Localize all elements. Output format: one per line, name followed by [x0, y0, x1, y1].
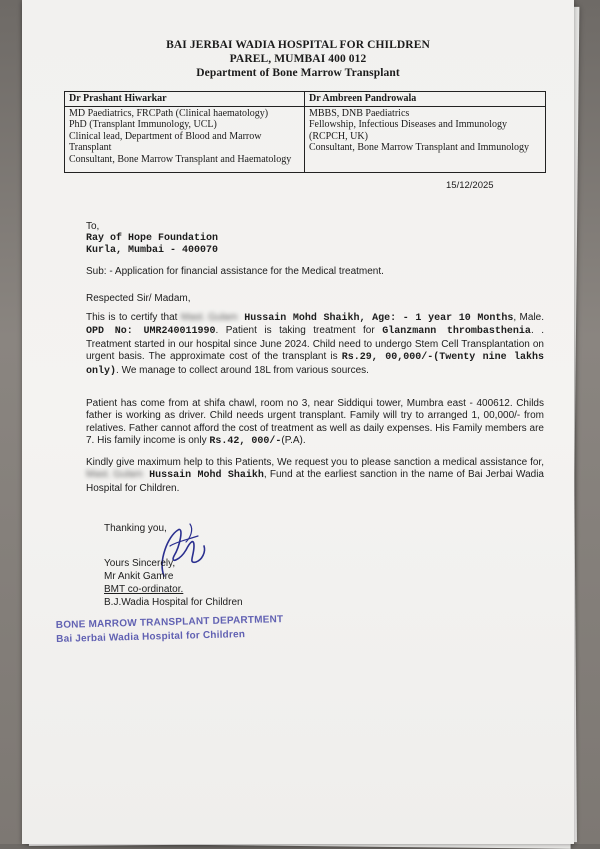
text: , Male.	[513, 312, 545, 323]
text: Patient has come from at shifa chawl, room no 3, near Siddiqui tower, Mumbra east - 400612. Childs father is working as driver. Child needs urgent transplant. Family will try to arranged 1, 00,000/- from relatives. Father cannot afford the cost of treatment as well as daily expenses. His Family members are 7. His family income is only	[86, 398, 544, 447]
recipient-address: Kurla, Mumbai - 400070	[86, 245, 219, 256]
closing-block	[104, 557, 243, 609]
paragraph-certification	[86, 312, 544, 378]
recipient-block	[86, 221, 218, 257]
closing-role: BMT co-ordinator.	[104, 584, 184, 595]
recipient-org: Ray of Hope Foundation	[86, 233, 219, 244]
recipient-to: To,	[86, 221, 100, 232]
redacted-name: Mast. Gulam	[86, 469, 143, 481]
doctor-right	[305, 92, 545, 172]
text: . . Treatment started in our hospital since June 2024. Child need to undergo Stem Cell Transplantation on urgent basis. The approximate cost of the transplant is	[86, 325, 544, 363]
doctor-right-name: Dr Ambreen Pandrowala	[305, 93, 545, 107]
doctors-table	[64, 91, 546, 173]
stamp-line2: Bai Jerbai Wadia Hospital for Children	[56, 629, 246, 645]
doctor-left	[65, 92, 305, 172]
text: , Fund at the earliest sanction in the name of Bai Jerbai Wadia Hospital for Children.	[86, 469, 544, 494]
opd-number: OPD No: UMR240011990	[86, 326, 216, 338]
doctor-right-line: MBBS, DNB Paediatrics	[309, 107, 410, 119]
doctor-left-name: Dr Prashant Hiwarkar	[65, 93, 304, 107]
doctor-left-line: PhD (Transplant Immunology, UCL)	[69, 119, 217, 131]
doctor-right-line: Consultant, Bone Marrow Transplant and Immunology	[309, 142, 529, 154]
salutation: Respected Sir/ Madam,	[86, 293, 191, 304]
family-income: Rs.42, 000/-	[209, 436, 282, 448]
text: (P.A).	[281, 435, 306, 447]
paragraph-family	[86, 398, 544, 449]
thanks-line: Thanking you,	[104, 523, 167, 534]
department-stamp	[56, 613, 284, 647]
hospital-name: BAI JERBAI WADIA HOSPITAL FOR CHILDREN	[166, 39, 430, 51]
text: This is to certify that	[86, 312, 181, 323]
closing-name: Mr Ankit Gamre	[104, 571, 174, 582]
department-name: Department of Bone Marrow Transplant	[196, 67, 400, 79]
patient-name: Hussain Mohd Shaikh	[142, 470, 264, 482]
transplant-cost: Rs.29, 00,000/-(Twenty nine lakhs only)	[86, 352, 544, 377]
doctor-right-line: Fellowship, Infectious Diseases and Immunology (RCPCH, UK)	[309, 119, 508, 142]
closing-yours: Yours Sincerely,	[104, 558, 176, 569]
doctor-left-line: MD Paediatrics, FRCPath (Clinical haematology)	[69, 107, 269, 119]
doctor-left-line: Clinical lead, Department of Blood and Marrow Transplant	[69, 130, 262, 154]
diagnosis: Glanzmann thrombasthenia	[382, 326, 531, 338]
closing-org: B.J.Wadia Hospital for Children	[104, 597, 243, 608]
subject-line: Sub: - Application for financial assistance for the Medical treatment.	[86, 266, 384, 277]
letterhead	[22, 38, 574, 80]
text: Kindly give maximum help to this Patients, We request you to please sanction a medical assistance for,	[86, 457, 544, 468]
letter-page	[22, 0, 574, 844]
doctor-left-line: Consultant, Bone Marrow Transplant and Haematology	[69, 153, 292, 165]
hospital-address: PAREL, MUMBAI 400 012	[229, 53, 367, 65]
paragraph-request	[86, 457, 544, 495]
text: . Patient is taking treatment for	[215, 325, 383, 337]
letter-date: 15/12/2025	[446, 180, 494, 191]
patient-details: Hussain Mohd Shaikh, Age: - 1 year 10 Months	[237, 313, 514, 324]
text: . We manage to collect around 18L from various sources.	[116, 364, 369, 376]
stamp-line1: BONE MARROW TRANSPLANT DEPARTMENT	[55, 614, 284, 631]
redacted-name: Mast. Gulam	[180, 312, 238, 323]
